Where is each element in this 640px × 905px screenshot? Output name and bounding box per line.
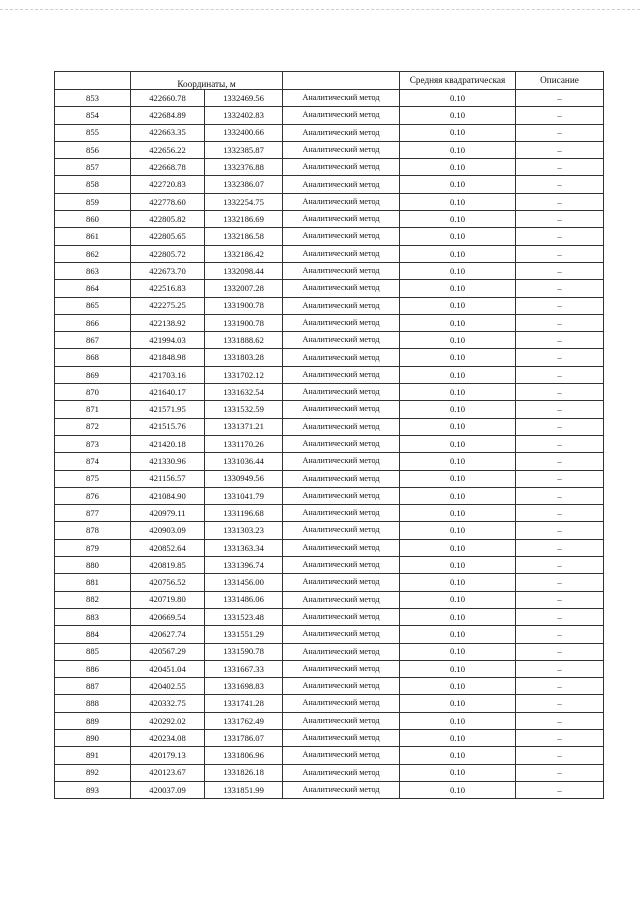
- y-coordinate-cell: 1332469.56: [205, 90, 283, 107]
- rmse-cell: 0.10: [400, 729, 516, 746]
- point-number-cell: 854: [55, 107, 131, 124]
- description-cell: –: [516, 384, 604, 401]
- rmse-cell: 0.10: [400, 487, 516, 504]
- method-cell: Аналитический метод: [283, 349, 400, 366]
- point-number-cell: 871: [55, 401, 131, 418]
- point-number-cell: 855: [55, 124, 131, 141]
- point-number-cell: 857: [55, 159, 131, 176]
- y-coordinate-cell: 1331762.49: [205, 712, 283, 729]
- y-coordinate-cell: 1331826.18: [205, 764, 283, 781]
- method-cell: Аналитический метод: [283, 435, 400, 452]
- rmse-cell: 0.10: [400, 781, 516, 798]
- y-coordinate-cell: 1331590.78: [205, 643, 283, 660]
- description-cell: –: [516, 176, 604, 193]
- y-coordinate-cell: 1331851.99: [205, 781, 283, 798]
- description-cell: –: [516, 522, 604, 539]
- y-coordinate-cell: 1331036.44: [205, 453, 283, 470]
- table-row: [55, 332, 604, 349]
- y-coordinate-cell: 1330949.56: [205, 470, 283, 487]
- description-cell: –: [516, 643, 604, 660]
- table-row: [55, 470, 604, 487]
- x-coordinate-cell: 422668.78: [131, 159, 205, 176]
- y-coordinate-cell: 1331551.29: [205, 626, 283, 643]
- x-coordinate-cell: 422516.83: [131, 280, 205, 297]
- method-cell: Аналитический метод: [283, 505, 400, 522]
- point-number-cell: 886: [55, 660, 131, 677]
- y-coordinate-cell: 1331456.00: [205, 574, 283, 591]
- x-coordinate-cell: 422673.70: [131, 262, 205, 279]
- x-coordinate-cell: 422660.78: [131, 90, 205, 107]
- description-cell: –: [516, 107, 604, 124]
- table-row: [55, 522, 604, 539]
- table-row: [55, 90, 604, 107]
- table-row: [55, 729, 604, 746]
- point-number-cell: 893: [55, 781, 131, 798]
- x-coordinate-cell: 420819.85: [131, 557, 205, 574]
- table-row: [55, 211, 604, 228]
- rmse-cell: 0.10: [400, 643, 516, 660]
- rmse-cell: 0.10: [400, 505, 516, 522]
- rmse-cell: 0.10: [400, 557, 516, 574]
- point-number-cell: 861: [55, 228, 131, 245]
- y-coordinate-cell: 1331632.54: [205, 384, 283, 401]
- method-cell: Аналитический метод: [283, 764, 400, 781]
- method-cell: Аналитический метод: [283, 314, 400, 331]
- point-number-cell: 860: [55, 211, 131, 228]
- point-number-cell: 866: [55, 314, 131, 331]
- rmse-cell: 0.10: [400, 453, 516, 470]
- description-cell: –: [516, 712, 604, 729]
- x-coordinate-cell: 420903.09: [131, 522, 205, 539]
- table-row: [55, 401, 604, 418]
- coordinates-table: [54, 71, 604, 799]
- point-number-cell: 890: [55, 729, 131, 746]
- description-cell: –: [516, 332, 604, 349]
- coordinates-table-body: [55, 72, 604, 799]
- table-row: [55, 384, 604, 401]
- table-row: [55, 643, 604, 660]
- x-coordinate-cell: 421084.90: [131, 487, 205, 504]
- description-cell: –: [516, 262, 604, 279]
- header-description: Описание: [516, 72, 604, 90]
- y-coordinate-cell: 1331196.68: [205, 505, 283, 522]
- description-cell: –: [516, 314, 604, 331]
- method-cell: Аналитический метод: [283, 297, 400, 314]
- rmse-cell: 0.10: [400, 193, 516, 210]
- rmse-cell: 0.10: [400, 678, 516, 695]
- description-cell: –: [516, 245, 604, 262]
- table-row: [55, 314, 604, 331]
- point-number-cell: 864: [55, 280, 131, 297]
- y-coordinate-cell: 1332007.28: [205, 280, 283, 297]
- description-cell: –: [516, 487, 604, 504]
- rmse-cell: 0.10: [400, 211, 516, 228]
- x-coordinate-cell: 421420.18: [131, 435, 205, 452]
- rmse-cell: 0.10: [400, 470, 516, 487]
- x-coordinate-cell: 420123.67: [131, 764, 205, 781]
- rmse-cell: 0.10: [400, 574, 516, 591]
- description-cell: –: [516, 470, 604, 487]
- description-cell: –: [516, 366, 604, 383]
- y-coordinate-cell: 1332385.87: [205, 141, 283, 158]
- table-row: [55, 626, 604, 643]
- y-coordinate-cell: 1331371.21: [205, 418, 283, 435]
- rmse-cell: 0.10: [400, 695, 516, 712]
- table-row: [55, 124, 604, 141]
- table-row: [55, 764, 604, 781]
- rmse-cell: 0.10: [400, 332, 516, 349]
- x-coordinate-cell: 420979.11: [131, 505, 205, 522]
- y-coordinate-cell: 1332402.83: [205, 107, 283, 124]
- point-number-cell: 863: [55, 262, 131, 279]
- x-coordinate-cell: 420852.64: [131, 539, 205, 556]
- x-coordinate-cell: 421156.57: [131, 470, 205, 487]
- x-coordinate-cell: 420292.02: [131, 712, 205, 729]
- method-cell: Аналитический метод: [283, 401, 400, 418]
- table-row: [55, 695, 604, 712]
- point-number-cell: 872: [55, 418, 131, 435]
- method-cell: Аналитический метод: [283, 90, 400, 107]
- y-coordinate-cell: 1331041.79: [205, 487, 283, 504]
- method-cell: Аналитический метод: [283, 591, 400, 608]
- table-row: [55, 297, 604, 314]
- y-coordinate-cell: 1331806.96: [205, 747, 283, 764]
- table-row: [55, 574, 604, 591]
- method-cell: Аналитический метод: [283, 747, 400, 764]
- table-row: [55, 539, 604, 556]
- x-coordinate-cell: 421703.16: [131, 366, 205, 383]
- description-cell: –: [516, 228, 604, 245]
- rmse-cell: 0.10: [400, 366, 516, 383]
- rmse-cell: 0.10: [400, 159, 516, 176]
- table-row: [55, 366, 604, 383]
- x-coordinate-cell: 422805.82: [131, 211, 205, 228]
- rmse-cell: 0.10: [400, 608, 516, 625]
- method-cell: Аналитический метод: [283, 141, 400, 158]
- method-cell: Аналитический метод: [283, 193, 400, 210]
- rmse-cell: 0.10: [400, 418, 516, 435]
- rmse-cell: 0.10: [400, 297, 516, 314]
- description-cell: –: [516, 418, 604, 435]
- table-row: [55, 712, 604, 729]
- rmse-cell: 0.10: [400, 280, 516, 297]
- x-coordinate-cell: 420234.08: [131, 729, 205, 746]
- point-number-cell: 884: [55, 626, 131, 643]
- method-cell: Аналитический метод: [283, 470, 400, 487]
- point-number-cell: 867: [55, 332, 131, 349]
- x-coordinate-cell: 421515.76: [131, 418, 205, 435]
- table-row: [55, 487, 604, 504]
- table-row: [55, 678, 604, 695]
- y-coordinate-cell: 1332376.88: [205, 159, 283, 176]
- table-row: [55, 159, 604, 176]
- point-number-cell: 892: [55, 764, 131, 781]
- method-cell: Аналитический метод: [283, 487, 400, 504]
- x-coordinate-cell: 422720.83: [131, 176, 205, 193]
- x-coordinate-cell: 420332.75: [131, 695, 205, 712]
- point-number-cell: 853: [55, 90, 131, 107]
- description-cell: –: [516, 297, 604, 314]
- rmse-cell: 0.10: [400, 435, 516, 452]
- description-cell: –: [516, 626, 604, 643]
- point-number-cell: 875: [55, 470, 131, 487]
- x-coordinate-cell: 421640.17: [131, 384, 205, 401]
- y-coordinate-cell: 1331363.34: [205, 539, 283, 556]
- y-coordinate-cell: 1332186.69: [205, 211, 283, 228]
- rmse-cell: 0.10: [400, 349, 516, 366]
- rmse-cell: 0.10: [400, 539, 516, 556]
- point-number-cell: 882: [55, 591, 131, 608]
- table-row: [55, 228, 604, 245]
- x-coordinate-cell: 422805.65: [131, 228, 205, 245]
- x-coordinate-cell: 422663.35: [131, 124, 205, 141]
- description-cell: –: [516, 280, 604, 297]
- method-cell: Аналитический метод: [283, 107, 400, 124]
- description-cell: –: [516, 591, 604, 608]
- table-row: [55, 193, 604, 210]
- description-cell: –: [516, 781, 604, 798]
- rmse-cell: 0.10: [400, 747, 516, 764]
- rmse-cell: 0.10: [400, 228, 516, 245]
- method-cell: Аналитический метод: [283, 384, 400, 401]
- y-coordinate-cell: 1332186.58: [205, 228, 283, 245]
- method-cell: Аналитический метод: [283, 660, 400, 677]
- rmse-cell: 0.10: [400, 262, 516, 279]
- table-row: [55, 107, 604, 124]
- x-coordinate-cell: 420567.29: [131, 643, 205, 660]
- method-cell: Аналитический метод: [283, 643, 400, 660]
- description-cell: –: [516, 729, 604, 746]
- point-number-cell: 874: [55, 453, 131, 470]
- y-coordinate-cell: 1331888.62: [205, 332, 283, 349]
- point-number-cell: 891: [55, 747, 131, 764]
- x-coordinate-cell: 422275.25: [131, 297, 205, 314]
- description-cell: –: [516, 764, 604, 781]
- point-number-cell: 878: [55, 522, 131, 539]
- page-top-rule: [0, 9, 640, 10]
- y-coordinate-cell: 1331803.28: [205, 349, 283, 366]
- x-coordinate-cell: 420402.55: [131, 678, 205, 695]
- point-number-cell: 869: [55, 366, 131, 383]
- method-cell: Аналитический метод: [283, 453, 400, 470]
- description-cell: –: [516, 557, 604, 574]
- point-number-cell: 885: [55, 643, 131, 660]
- x-coordinate-cell: 422684.89: [131, 107, 205, 124]
- description-cell: –: [516, 608, 604, 625]
- method-cell: Аналитический метод: [283, 557, 400, 574]
- table-row: [55, 747, 604, 764]
- description-cell: –: [516, 211, 604, 228]
- y-coordinate-cell: 1331170.26: [205, 435, 283, 452]
- description-cell: –: [516, 695, 604, 712]
- y-coordinate-cell: 1332254.75: [205, 193, 283, 210]
- x-coordinate-cell: 420037.09: [131, 781, 205, 798]
- x-coordinate-cell: 422805.72: [131, 245, 205, 262]
- x-coordinate-cell: 420179.13: [131, 747, 205, 764]
- y-coordinate-cell: 1332400.66: [205, 124, 283, 141]
- table-row: [55, 505, 604, 522]
- description-cell: –: [516, 90, 604, 107]
- rmse-cell: 0.10: [400, 176, 516, 193]
- method-cell: Аналитический метод: [283, 522, 400, 539]
- point-number-cell: 868: [55, 349, 131, 366]
- method-cell: Аналитический метод: [283, 729, 400, 746]
- table-row: [55, 349, 604, 366]
- method-cell: Аналитический метод: [283, 211, 400, 228]
- rmse-cell: 0.10: [400, 401, 516, 418]
- description-cell: –: [516, 141, 604, 158]
- method-cell: Аналитический метод: [283, 228, 400, 245]
- method-cell: Аналитический метод: [283, 332, 400, 349]
- y-coordinate-cell: 1331702.12: [205, 366, 283, 383]
- x-coordinate-cell: 420451.04: [131, 660, 205, 677]
- rmse-cell: 0.10: [400, 384, 516, 401]
- method-cell: Аналитический метод: [283, 366, 400, 383]
- method-cell: Аналитический метод: [283, 781, 400, 798]
- method-cell: Аналитический метод: [283, 712, 400, 729]
- x-coordinate-cell: 422138.92: [131, 314, 205, 331]
- y-coordinate-cell: 1331532.59: [205, 401, 283, 418]
- rmse-cell: 0.10: [400, 245, 516, 262]
- y-coordinate-cell: 1331486.06: [205, 591, 283, 608]
- rmse-cell: 0.10: [400, 522, 516, 539]
- header-method-cell: [283, 72, 400, 90]
- y-coordinate-cell: 1331741.28: [205, 695, 283, 712]
- point-number-cell: 865: [55, 297, 131, 314]
- x-coordinate-cell: 420627.74: [131, 626, 205, 643]
- x-coordinate-cell: 422778.60: [131, 193, 205, 210]
- y-coordinate-cell: 1331698.83: [205, 678, 283, 695]
- description-cell: –: [516, 124, 604, 141]
- x-coordinate-cell: 422656.22: [131, 141, 205, 158]
- table-row: [55, 245, 604, 262]
- method-cell: Аналитический метод: [283, 626, 400, 643]
- y-coordinate-cell: 1332386.07: [205, 176, 283, 193]
- rmse-cell: 0.10: [400, 591, 516, 608]
- rmse-cell: 0.10: [400, 626, 516, 643]
- description-cell: –: [516, 435, 604, 452]
- description-cell: –: [516, 193, 604, 210]
- y-coordinate-cell: 1331900.78: [205, 297, 283, 314]
- y-coordinate-cell: 1331667.33: [205, 660, 283, 677]
- method-cell: Аналитический метод: [283, 159, 400, 176]
- description-cell: –: [516, 349, 604, 366]
- table-row: [55, 418, 604, 435]
- point-number-cell: 876: [55, 487, 131, 504]
- description-cell: –: [516, 401, 604, 418]
- description-cell: –: [516, 539, 604, 556]
- table-row: [55, 557, 604, 574]
- point-number-cell: 859: [55, 193, 131, 210]
- point-number-cell: 856: [55, 141, 131, 158]
- x-coordinate-cell: 420719.80: [131, 591, 205, 608]
- description-cell: –: [516, 574, 604, 591]
- x-coordinate-cell: 421571.95: [131, 401, 205, 418]
- table-header-row: [55, 72, 604, 90]
- description-cell: –: [516, 747, 604, 764]
- table-row: [55, 141, 604, 158]
- point-number-cell: 888: [55, 695, 131, 712]
- y-coordinate-cell: 1332098.44: [205, 262, 283, 279]
- method-cell: Аналитический метод: [283, 262, 400, 279]
- method-cell: Аналитический метод: [283, 678, 400, 695]
- method-cell: Аналитический метод: [283, 539, 400, 556]
- table-row: [55, 781, 604, 798]
- point-number-cell: 880: [55, 557, 131, 574]
- rmse-cell: 0.10: [400, 764, 516, 781]
- description-cell: –: [516, 678, 604, 695]
- point-number-cell: 881: [55, 574, 131, 591]
- point-number-cell: 862: [55, 245, 131, 262]
- x-coordinate-cell: 421848.98: [131, 349, 205, 366]
- x-coordinate-cell: 420756.52: [131, 574, 205, 591]
- method-cell: Аналитический метод: [283, 608, 400, 625]
- point-number-cell: 889: [55, 712, 131, 729]
- point-number-cell: 879: [55, 539, 131, 556]
- method-cell: Аналитический метод: [283, 418, 400, 435]
- method-cell: Аналитический метод: [283, 695, 400, 712]
- method-cell: Аналитический метод: [283, 245, 400, 262]
- rmse-cell: 0.10: [400, 141, 516, 158]
- rmse-cell: 0.10: [400, 314, 516, 331]
- method-cell: Аналитический метод: [283, 124, 400, 141]
- rmse-cell: 0.10: [400, 90, 516, 107]
- point-number-cell: 883: [55, 608, 131, 625]
- point-number-cell: 887: [55, 678, 131, 695]
- point-number-cell: 870: [55, 384, 131, 401]
- table-row: [55, 280, 604, 297]
- method-cell: Аналитический метод: [283, 280, 400, 297]
- rmse-cell: 0.10: [400, 712, 516, 729]
- y-coordinate-cell: 1331396.74: [205, 557, 283, 574]
- table-row: [55, 262, 604, 279]
- y-coordinate-cell: 1332186.42: [205, 245, 283, 262]
- table-row: [55, 176, 604, 193]
- description-cell: –: [516, 159, 604, 176]
- y-coordinate-cell: 1331303.23: [205, 522, 283, 539]
- description-cell: –: [516, 453, 604, 470]
- method-cell: Аналитический метод: [283, 574, 400, 591]
- method-cell: Аналитический метод: [283, 176, 400, 193]
- table-row: [55, 608, 604, 625]
- table-row: [55, 453, 604, 470]
- table-row: [55, 435, 604, 452]
- x-coordinate-cell: 421330.96: [131, 453, 205, 470]
- x-coordinate-cell: 420669.54: [131, 608, 205, 625]
- description-cell: –: [516, 660, 604, 677]
- header-coordinates: Координаты, м: [131, 72, 283, 90]
- point-number-cell: 858: [55, 176, 131, 193]
- table-row: [55, 660, 604, 677]
- description-cell: –: [516, 505, 604, 522]
- y-coordinate-cell: 1331786.07: [205, 729, 283, 746]
- rmse-cell: 0.10: [400, 124, 516, 141]
- y-coordinate-cell: 1331523.48: [205, 608, 283, 625]
- header-rmse: Средняя квадратическая: [400, 72, 516, 90]
- point-number-cell: 873: [55, 435, 131, 452]
- table-row: [55, 591, 604, 608]
- point-number-cell: 877: [55, 505, 131, 522]
- rmse-cell: 0.10: [400, 107, 516, 124]
- x-coordinate-cell: 421994.03: [131, 332, 205, 349]
- y-coordinate-cell: 1331900.78: [205, 314, 283, 331]
- rmse-cell: 0.10: [400, 660, 516, 677]
- header-point-number-cell: [55, 72, 131, 90]
